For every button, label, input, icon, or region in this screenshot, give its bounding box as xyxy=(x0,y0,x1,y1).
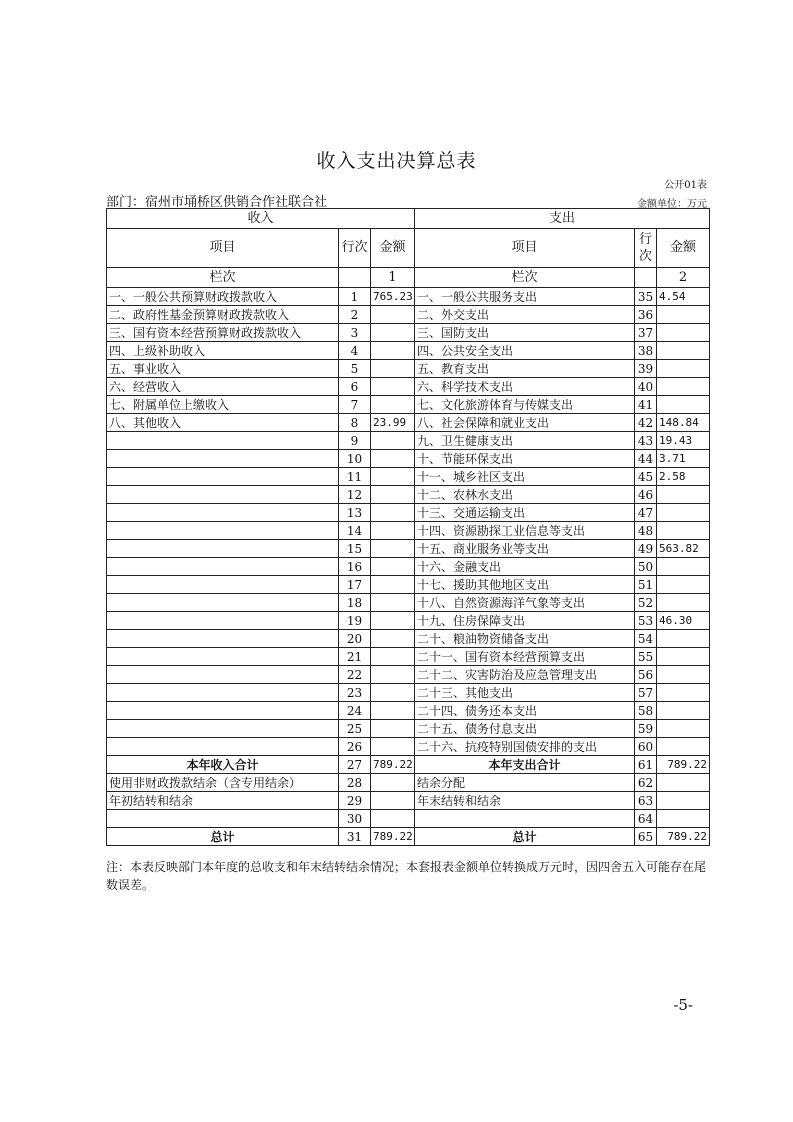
income-line-cell: 31 xyxy=(339,828,371,846)
expense-line-cell: 37 xyxy=(635,324,657,342)
expense-line-cell: 43 xyxy=(635,432,657,450)
expense-line-cell: 50 xyxy=(635,558,657,576)
income-item-cell: 使用非财政拨款结余（含专用结余） xyxy=(107,774,339,792)
expense-amount-cell xyxy=(657,648,710,666)
expense-amount-cell: 3.71 xyxy=(657,450,710,468)
income-line-cell: 23 xyxy=(339,684,371,702)
expense-amount-cell xyxy=(657,342,710,360)
expense-amount-cell xyxy=(657,306,710,324)
income-amount-cell xyxy=(371,450,415,468)
income-amount-cell: 789.22 xyxy=(371,756,415,774)
income-amount-cell xyxy=(371,684,415,702)
income-line-cell: 18 xyxy=(339,594,371,612)
income-line-cell: 17 xyxy=(339,576,371,594)
expense-line-cell: 58 xyxy=(635,702,657,720)
income-amount-cell xyxy=(371,306,415,324)
table-row xyxy=(107,630,710,648)
expense-item-cell xyxy=(415,810,635,828)
income-amount-cell xyxy=(371,378,415,396)
expense-line-cell: 57 xyxy=(635,684,657,702)
income-line-cell: 12 xyxy=(339,486,371,504)
income-item-cell xyxy=(107,540,339,558)
expense-item-cell: 六、科学技术支出 xyxy=(415,378,635,396)
expense-line-cell: 42 xyxy=(635,414,657,432)
expense-amount-cell xyxy=(657,486,710,504)
expense-amount-cell xyxy=(657,792,710,810)
expense-line-header xyxy=(635,229,657,268)
expense-amount-cell xyxy=(657,594,710,612)
income-amount-cell: 789.22 xyxy=(371,828,415,846)
expense-line-cell: 61 xyxy=(635,756,657,774)
income-item-cell xyxy=(107,612,339,630)
expense-line-cell: 52 xyxy=(635,594,657,612)
table-row xyxy=(107,396,710,414)
expense-line-cell: 44 xyxy=(635,450,657,468)
expense-amount-cell xyxy=(657,378,710,396)
expense-line-cell: 47 xyxy=(635,504,657,522)
income-item-cell xyxy=(107,468,339,486)
income-item-cell xyxy=(107,522,339,540)
expense-line-cell: 62 xyxy=(635,774,657,792)
income-amount-cell xyxy=(371,792,415,810)
expense-line-cell: 40 xyxy=(635,378,657,396)
income-line-cell: 4 xyxy=(339,342,371,360)
expense-line-cell: 54 xyxy=(635,630,657,648)
table-row xyxy=(107,486,710,504)
expense-line-cell: 48 xyxy=(635,522,657,540)
income-amount-cell xyxy=(371,648,415,666)
income-amount-cell xyxy=(371,324,415,342)
income-amount-cell xyxy=(371,810,415,828)
expense-amount-cell xyxy=(657,324,710,342)
table-row xyxy=(107,540,710,558)
expense-amount-header: 金额 xyxy=(657,229,710,268)
income-item-cell xyxy=(107,684,339,702)
expense-amount-cell xyxy=(657,684,710,702)
income-line-cell: 9 xyxy=(339,432,371,450)
table-row xyxy=(107,792,710,810)
expense-amount-cell xyxy=(657,396,710,414)
expense-column-label: 栏次 xyxy=(415,268,635,288)
income-amount-cell xyxy=(371,738,415,756)
income-item-cell xyxy=(107,630,339,648)
income-item-cell: 七、附属单位上缴收入 xyxy=(107,396,339,414)
table-row xyxy=(107,576,710,594)
income-line-cell: 26 xyxy=(339,738,371,756)
income-item-cell xyxy=(107,558,339,576)
income-amount-cell xyxy=(371,774,415,792)
form-code: 公开01表 xyxy=(664,180,707,191)
income-amount-cell xyxy=(371,594,415,612)
page-title: 收入支出决算总表 xyxy=(316,150,477,172)
expense-line-cell: 55 xyxy=(635,648,657,666)
expense-line-cell: 56 xyxy=(635,666,657,684)
income-line-header: 行次 xyxy=(339,229,371,268)
income-line-cell: 19 xyxy=(339,612,371,630)
expense-item-cell: 十一、城乡社区支出 xyxy=(415,468,635,486)
income-item-cell xyxy=(107,486,339,504)
expense-line-cell: 36 xyxy=(635,306,657,324)
income-item-cell xyxy=(107,738,339,756)
income-line-cell: 6 xyxy=(339,378,371,396)
expense-item-cell: 十五、商业服务业等支出 xyxy=(415,540,635,558)
expense-amount-cell: 4.54 xyxy=(657,288,710,306)
expense-amount-cell: 19.43 xyxy=(657,432,710,450)
income-item-cell: 一、一般公共预算财政拨款收入 xyxy=(107,288,339,306)
table-row xyxy=(107,522,710,540)
expense-line-cell: 49 xyxy=(635,540,657,558)
table-row xyxy=(107,810,710,828)
expense-item-cell: 十四、资源勘探工业信息等支出 xyxy=(415,522,635,540)
income-item-cell: 本年收入合计 xyxy=(107,756,339,774)
income-line-cell: 16 xyxy=(339,558,371,576)
expense-item-cell: 三、国防支出 xyxy=(415,324,635,342)
income-amount-cell xyxy=(371,612,415,630)
expense-item-cell: 二十四、债务还本支出 xyxy=(415,702,635,720)
income-amount-cell xyxy=(371,486,415,504)
table-row xyxy=(107,720,710,738)
table-row xyxy=(107,288,710,306)
expense-item-cell: 十二、农林水支出 xyxy=(415,486,635,504)
expense-line-cell: 59 xyxy=(635,720,657,738)
expense-amount-cell xyxy=(657,558,710,576)
expense-amount-cell xyxy=(657,360,710,378)
income-item-cell: 六、经营收入 xyxy=(107,378,339,396)
expense-header: 支出 xyxy=(415,209,710,229)
table-row xyxy=(107,756,710,774)
income-line-cell: 24 xyxy=(339,702,371,720)
expense-amount-cell xyxy=(657,630,710,648)
expense-line-cell: 64 xyxy=(635,810,657,828)
expense-amount-cell: 563.82 xyxy=(657,540,710,558)
income-amount-cell xyxy=(371,666,415,684)
expense-item-cell: 十九、住房保障支出 xyxy=(415,612,635,630)
expense-line-cell: 41 xyxy=(635,396,657,414)
table-row xyxy=(107,648,710,666)
income-item-cell xyxy=(107,450,339,468)
expense-item-cell: 二十、粮油物资储备支出 xyxy=(415,630,635,648)
expense-line-cell: 38 xyxy=(635,342,657,360)
table-row xyxy=(107,360,710,378)
budget-summary-table xyxy=(106,208,710,846)
table-row xyxy=(107,594,710,612)
income-column-number: 1 xyxy=(371,268,415,288)
expense-line-cell: 39 xyxy=(635,360,657,378)
income-amount-cell: 23.99 xyxy=(371,414,415,432)
income-item-cell xyxy=(107,702,339,720)
expense-line-cell: 65 xyxy=(635,828,657,846)
income-line-cell: 10 xyxy=(339,450,371,468)
income-header: 收入 xyxy=(107,209,415,229)
income-amount-cell xyxy=(371,504,415,522)
expense-line-cell: 51 xyxy=(635,576,657,594)
expense-item-cell: 二十二、灾害防治及应急管理支出 xyxy=(415,666,635,684)
income-amount-cell xyxy=(371,432,415,450)
income-amount-cell xyxy=(371,396,415,414)
income-line-cell: 21 xyxy=(339,648,371,666)
expense-line-cell: 60 xyxy=(635,738,657,756)
income-item-cell xyxy=(107,432,339,450)
expense-amount-cell: 148.84 xyxy=(657,414,710,432)
income-line-cell: 7 xyxy=(339,396,371,414)
income-item-cell: 年初结转和结余 xyxy=(107,792,339,810)
income-line-cell: 1 xyxy=(339,288,371,306)
expense-amount-cell xyxy=(657,810,710,828)
income-item-cell xyxy=(107,576,339,594)
expense-item-cell: 八、社会保障和就业支出 xyxy=(415,414,635,432)
expense-item-cell: 一、一般公共服务支出 xyxy=(415,288,635,306)
expense-line-cell: 53 xyxy=(635,612,657,630)
income-item-cell xyxy=(107,720,339,738)
income-item-cell: 三、国有资本经营预算财政拨款收入 xyxy=(107,324,339,342)
expense-item-cell: 五、教育支出 xyxy=(415,360,635,378)
expense-item-cell: 二十六、抗疫特别国债安排的支出 xyxy=(415,738,635,756)
income-item-cell xyxy=(107,666,339,684)
expense-item-header: 项目 xyxy=(415,229,635,268)
income-item-cell: 五、事业收入 xyxy=(107,360,339,378)
income-amount-cell: 765.23 xyxy=(371,288,415,306)
expense-amount-cell xyxy=(657,666,710,684)
table-row xyxy=(107,504,710,522)
expense-line-blank xyxy=(635,268,657,288)
table-row xyxy=(107,306,710,324)
income-item-cell xyxy=(107,810,339,828)
income-line-cell: 11 xyxy=(339,468,371,486)
income-line-cell: 22 xyxy=(339,666,371,684)
expense-item-cell: 四、公共安全支出 xyxy=(415,342,635,360)
table-row xyxy=(107,666,710,684)
income-line-cell: 5 xyxy=(339,360,371,378)
table-row xyxy=(107,684,710,702)
expense-amount-cell xyxy=(657,522,710,540)
expense-line-cell: 46 xyxy=(635,486,657,504)
table-row xyxy=(107,702,710,720)
expense-item-cell: 二十一、国有资本经营预算支出 xyxy=(415,648,635,666)
income-item-cell: 二、政府性基金预算财政拨款收入 xyxy=(107,306,339,324)
income-line-cell: 29 xyxy=(339,792,371,810)
expense-line-header-b: 次 xyxy=(639,249,653,264)
income-amount-header: 金额 xyxy=(371,229,415,268)
income-amount-cell xyxy=(371,720,415,738)
expense-item-cell: 结余分配 xyxy=(415,774,635,792)
table-row xyxy=(107,774,710,792)
income-amount-cell xyxy=(371,702,415,720)
income-amount-cell xyxy=(371,558,415,576)
expense-amount-cell: 2.58 xyxy=(657,468,710,486)
expense-amount-cell: 46.30 xyxy=(657,612,710,630)
expense-item-cell: 总计 xyxy=(415,828,635,846)
footnote: 注：本表反映部门本年度的总收支和年末结转结余情况；本套报表金额单位转换成万元时，因四舍五入可能存在尾数误差。 xyxy=(106,860,707,892)
table-row xyxy=(107,414,710,432)
income-line-cell: 2 xyxy=(339,306,371,324)
table-row xyxy=(107,558,710,576)
table-row xyxy=(107,828,710,846)
income-item-cell: 四、上级补助收入 xyxy=(107,342,339,360)
income-line-cell: 14 xyxy=(339,522,371,540)
table-row xyxy=(107,324,710,342)
expense-item-cell: 年末结转和结余 xyxy=(415,792,635,810)
table-row xyxy=(107,378,710,396)
expense-item-cell: 二十三、其他支出 xyxy=(415,684,635,702)
expense-amount-cell xyxy=(657,576,710,594)
expense-item-cell: 十七、援助其他地区支出 xyxy=(415,576,635,594)
expense-amount-cell xyxy=(657,774,710,792)
income-item-header: 项目 xyxy=(107,229,339,268)
expense-item-cell: 十八、自然资源海洋气象等支出 xyxy=(415,594,635,612)
expense-amount-cell: 789.22 xyxy=(657,828,710,846)
expense-amount-cell xyxy=(657,720,710,738)
table-row xyxy=(107,342,710,360)
expense-item-cell: 本年支出合计 xyxy=(415,756,635,774)
income-line-cell: 3 xyxy=(339,324,371,342)
income-amount-cell xyxy=(371,576,415,594)
expense-line-cell: 35 xyxy=(635,288,657,306)
income-column-label: 栏次 xyxy=(107,268,339,288)
expense-item-cell: 十三、交通运输支出 xyxy=(415,504,635,522)
expense-amount-cell xyxy=(657,702,710,720)
expense-line-cell: 63 xyxy=(635,792,657,810)
income-amount-cell xyxy=(371,540,415,558)
income-amount-cell xyxy=(371,468,415,486)
income-item-cell: 总计 xyxy=(107,828,339,846)
expense-column-number: 2 xyxy=(657,268,710,288)
income-line-cell: 15 xyxy=(339,540,371,558)
department-label: 部门：宿州市埇桥区供销合作社联合社 xyxy=(106,195,328,210)
income-item-cell xyxy=(107,648,339,666)
table-row xyxy=(107,432,710,450)
income-amount-cell xyxy=(371,630,415,648)
income-amount-cell xyxy=(371,342,415,360)
income-line-cell: 28 xyxy=(339,774,371,792)
income-line-cell: 27 xyxy=(339,756,371,774)
expense-item-cell: 十、节能环保支出 xyxy=(415,450,635,468)
page-number: -5- xyxy=(673,996,693,1014)
income-amount-cell xyxy=(371,360,415,378)
income-line-cell: 30 xyxy=(339,810,371,828)
expense-amount-cell: 789.22 xyxy=(657,756,710,774)
unit-label: 金额单位：万元 xyxy=(637,199,707,210)
income-line-blank xyxy=(339,268,371,288)
expense-item-cell: 九、卫生健康支出 xyxy=(415,432,635,450)
expense-line-cell: 45 xyxy=(635,468,657,486)
expense-line-header-a: 行 xyxy=(639,232,653,247)
income-amount-cell xyxy=(371,522,415,540)
income-line-cell: 13 xyxy=(339,504,371,522)
expense-item-cell: 二、外交支出 xyxy=(415,306,635,324)
income-line-cell: 25 xyxy=(339,720,371,738)
table-row xyxy=(107,450,710,468)
expense-item-cell: 十六、金融支出 xyxy=(415,558,635,576)
expense-amount-cell xyxy=(657,504,710,522)
expense-item-cell: 七、文化旅游体育与传媒支出 xyxy=(415,396,635,414)
income-item-cell xyxy=(107,504,339,522)
table-row xyxy=(107,468,710,486)
income-item-cell xyxy=(107,594,339,612)
income-line-cell: 8 xyxy=(339,414,371,432)
income-line-cell: 20 xyxy=(339,630,371,648)
income-item-cell: 八、其他收入 xyxy=(107,414,339,432)
expense-amount-cell xyxy=(657,738,710,756)
table-row xyxy=(107,738,710,756)
expense-item-cell: 二十五、债务付息支出 xyxy=(415,720,635,738)
table-row xyxy=(107,612,710,630)
